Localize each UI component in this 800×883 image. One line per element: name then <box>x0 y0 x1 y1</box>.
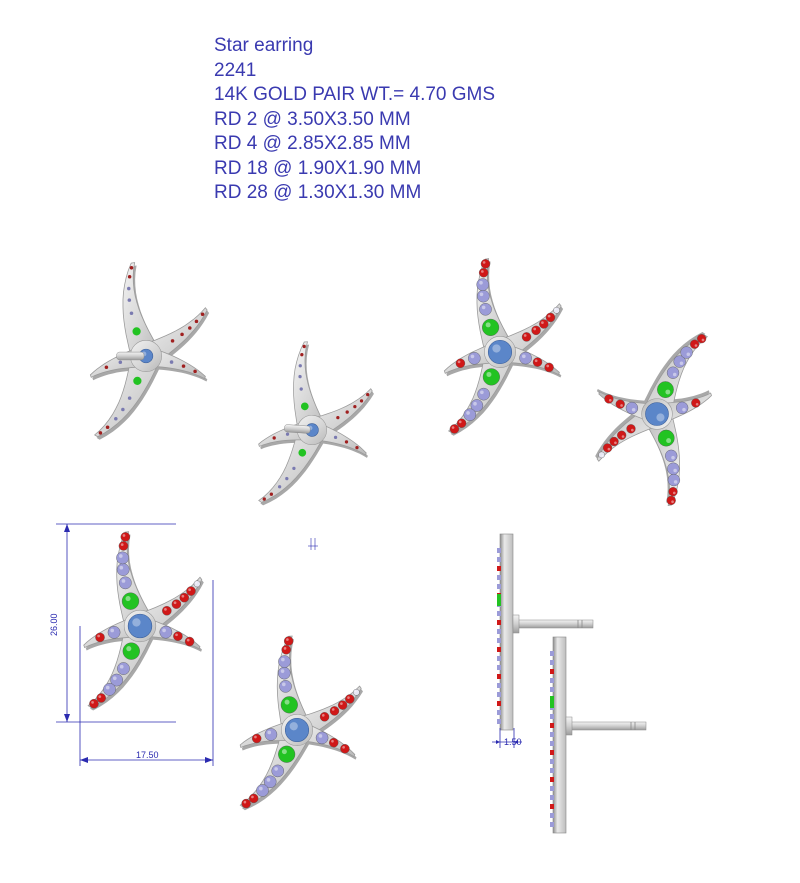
earring-front-angled-view-1 <box>444 259 563 436</box>
red-stone <box>553 307 559 313</box>
side-stone <box>550 669 554 674</box>
stone-seat <box>105 366 109 370</box>
stone-highlight <box>122 579 126 583</box>
stone-highlight <box>120 665 124 669</box>
lavender-stone <box>117 563 129 575</box>
lavender-stone <box>108 626 120 638</box>
lavender-stone <box>665 450 677 462</box>
earring-back-view-1 <box>90 263 209 440</box>
stone-spec-2: RD 4 @ 2.85X2.85 MM <box>214 133 411 154</box>
red-stone <box>173 632 182 641</box>
red-stone <box>180 593 189 602</box>
side-post-base <box>513 615 519 633</box>
red-stone <box>669 487 678 496</box>
stone-seat <box>170 360 174 364</box>
red-stone <box>690 340 699 349</box>
stone-highlight <box>452 426 455 429</box>
stone-highlight <box>98 695 101 698</box>
post-dimension-marker <box>308 538 318 550</box>
green-stone <box>658 430 674 446</box>
side-stone <box>550 651 554 656</box>
stone-highlight <box>522 354 526 358</box>
side-stone <box>497 674 501 679</box>
green-stone <box>122 593 139 610</box>
red-stone <box>610 437 619 446</box>
stone-highlight <box>620 404 623 407</box>
stone-highlight <box>164 608 167 611</box>
stone-highlight <box>674 480 678 484</box>
side-stone <box>550 795 554 800</box>
stone-highlight <box>119 554 123 558</box>
red-stone <box>456 359 465 368</box>
red-stone <box>95 633 104 642</box>
stone-highlight <box>546 365 549 368</box>
side-stone <box>550 723 554 728</box>
stone-highlight <box>480 390 484 394</box>
stone-highlight <box>524 334 527 337</box>
stone-highlight <box>480 292 484 296</box>
stone-highlight <box>106 686 110 690</box>
side-stone <box>550 768 554 773</box>
lavender-stone <box>477 279 489 291</box>
center-stone <box>488 340 512 364</box>
stone-highlight <box>673 492 676 495</box>
side-stone <box>550 678 554 683</box>
side-stone <box>550 741 554 746</box>
side-stone <box>497 611 501 616</box>
center-stone-highlight <box>656 413 664 421</box>
red-stone <box>539 319 548 328</box>
stone-highlight <box>119 566 123 570</box>
stone-seat <box>195 320 199 324</box>
red-stone <box>479 268 488 277</box>
stone-highlight <box>608 448 611 451</box>
side-stone <box>497 665 501 670</box>
green-stone <box>123 643 140 660</box>
stone-seat <box>128 275 132 279</box>
side-stone <box>550 804 554 809</box>
side-stone <box>550 714 554 719</box>
stone-highlight <box>481 270 484 273</box>
lavender-stone <box>681 347 693 359</box>
side-stone <box>497 683 501 688</box>
red-stone <box>616 400 625 409</box>
lavender-stone <box>478 388 490 400</box>
red-stone <box>172 600 181 609</box>
center-stone-highlight <box>492 344 500 352</box>
stone-highlight <box>682 408 686 412</box>
stone-highlight <box>696 403 699 406</box>
stone-highlight <box>125 596 130 601</box>
center-stone <box>645 402 668 425</box>
post <box>117 352 144 360</box>
stone-highlight <box>665 390 670 395</box>
stone-highlight <box>680 362 684 366</box>
side-stone <box>497 566 501 571</box>
stone-highlight <box>471 355 475 359</box>
stone-highlight <box>548 315 551 318</box>
lavender-stone <box>160 626 172 638</box>
stone-highlight <box>671 456 675 460</box>
side-stone <box>497 692 501 697</box>
stone-seat <box>201 312 205 316</box>
red-stone <box>194 581 200 587</box>
stone-highlight <box>175 633 178 636</box>
stone-highlight <box>121 543 124 546</box>
stone-highlight <box>687 353 691 357</box>
earring-side-view-1 <box>497 534 593 730</box>
red-stone <box>532 326 541 335</box>
stone-seat <box>114 417 118 421</box>
red-stone <box>691 399 700 408</box>
green-stone <box>483 369 500 386</box>
red-stone <box>546 313 555 322</box>
stone-highlight <box>602 455 604 457</box>
side-stone <box>497 719 501 724</box>
side-stone <box>497 575 501 580</box>
stone-spec-3: RD 18 @ 1.90X1.90 MM <box>214 157 422 179</box>
red-stone <box>450 424 459 433</box>
earring-side-view-2 <box>550 637 646 833</box>
stone-seat <box>182 364 186 368</box>
lavender-stone <box>468 352 480 364</box>
lavender-stone <box>667 367 679 379</box>
stone-highlight <box>162 629 166 633</box>
stone-seat <box>128 298 132 302</box>
stone-highlight <box>614 441 617 444</box>
center-stone <box>128 614 152 638</box>
side-plate <box>500 534 513 730</box>
side-stone <box>550 822 554 827</box>
stone-highlight <box>110 629 114 633</box>
side-stone <box>497 710 501 715</box>
stone-seat <box>121 408 125 412</box>
center-stone-highlight <box>132 618 140 626</box>
red-stone <box>121 532 130 541</box>
stone-highlight <box>631 429 634 432</box>
lavender-stone <box>117 662 129 674</box>
stone-highlight <box>632 408 636 412</box>
stone-highlight <box>195 582 197 584</box>
side-stone <box>550 786 554 791</box>
lavender-stone <box>464 409 476 421</box>
green-stone <box>132 327 140 335</box>
stone-highlight <box>702 339 705 342</box>
side-stone <box>550 759 554 764</box>
stone-highlight <box>97 635 100 638</box>
lavender-stone <box>676 402 688 414</box>
side-stone <box>497 629 501 634</box>
red-stone <box>457 419 466 428</box>
red-stone <box>353 689 360 696</box>
stone-highlight <box>486 322 491 327</box>
side-stone <box>497 620 501 625</box>
post <box>284 424 310 433</box>
stone-highlight <box>482 306 486 310</box>
stone-highlight <box>541 321 544 324</box>
stone-highlight <box>188 588 191 591</box>
stone-highlight <box>666 438 671 443</box>
stone-seat <box>171 339 175 343</box>
side-stone <box>497 647 501 652</box>
red-stone <box>162 606 171 615</box>
side-stone <box>550 777 554 782</box>
lavender-stone <box>119 577 131 589</box>
red-stone <box>89 699 98 708</box>
lavender-stone <box>477 290 489 302</box>
red-stone <box>545 363 554 372</box>
green-stone <box>657 381 673 397</box>
lavender-stone <box>668 474 680 486</box>
stone-spec-1: RD 2 @ 3.50X3.50 MM <box>214 108 411 130</box>
earring-back-view-2 <box>254 339 377 513</box>
gold-weight: 14K GOLD PAIR WT.= 4.70 GMS <box>214 84 496 105</box>
red-stone <box>599 452 605 458</box>
stone-highlight <box>113 676 117 680</box>
stone-seat <box>119 361 123 365</box>
stone-highlight <box>609 399 612 402</box>
stone-seat <box>128 396 132 400</box>
width-dimension-label: 17.50 <box>136 750 159 760</box>
stone-highlight <box>535 359 538 362</box>
lavender-stone <box>479 303 491 315</box>
earring-front-view-1 <box>84 532 204 711</box>
stone-seat <box>130 312 134 316</box>
green-stone <box>133 377 141 385</box>
stone-seat <box>99 431 103 435</box>
side-stone <box>550 750 554 755</box>
stone-highlight <box>673 469 677 473</box>
side-stone <box>497 557 501 562</box>
stone-highlight <box>622 435 625 438</box>
stone-seat <box>130 266 134 270</box>
product-name: Star earring <box>214 35 314 56</box>
red-stone <box>186 586 195 595</box>
lavender-stone <box>116 552 128 564</box>
red-stone <box>617 431 626 440</box>
stone-highlight <box>473 402 477 406</box>
stone-highlight <box>91 701 94 704</box>
side-post-base <box>566 717 572 735</box>
red-stone <box>667 496 676 505</box>
stone-highlight <box>555 308 557 310</box>
side-stone <box>550 813 554 818</box>
stone-highlight <box>459 421 462 424</box>
height-dimension-label: 26.00 <box>49 613 59 636</box>
side-plate <box>553 637 566 833</box>
red-stone <box>697 334 706 343</box>
stone-highlight <box>126 646 131 651</box>
stone-seat <box>106 425 110 429</box>
stone-highlight <box>486 372 491 377</box>
earring-front-angled-view-2 <box>595 332 711 505</box>
red-stone <box>97 693 106 702</box>
red-stone <box>119 541 128 550</box>
side-post <box>566 722 646 730</box>
stone-highlight <box>466 411 470 415</box>
stone-highlight <box>174 601 177 604</box>
stone-highlight <box>673 373 677 377</box>
side-stone <box>497 656 501 661</box>
thickness-dimension <box>492 728 522 748</box>
red-stone <box>604 395 613 404</box>
thickness-dimension-label: 1.50 <box>504 737 522 747</box>
side-stone <box>497 548 501 553</box>
red-stone <box>481 259 490 268</box>
side-post <box>513 620 593 628</box>
red-stone <box>522 332 531 341</box>
stone-highlight <box>123 534 126 537</box>
lavender-stone <box>103 683 115 695</box>
side-stone <box>550 687 554 692</box>
stone-highlight <box>182 595 185 598</box>
stone-spec-4: RD 28 @ 1.30X1.30 MM <box>214 182 422 203</box>
side-stone <box>497 584 501 589</box>
side-stone <box>550 732 554 737</box>
side-green-stone <box>550 696 554 708</box>
red-stone <box>185 637 194 646</box>
stone-seat <box>127 287 131 291</box>
red-stone <box>533 358 542 367</box>
green-stone <box>482 319 499 336</box>
lavender-stone <box>626 402 638 414</box>
stone-highlight <box>533 328 536 331</box>
earring-front-view-2 <box>236 633 367 818</box>
stone-highlight <box>695 344 698 347</box>
stone-highlight <box>458 361 461 364</box>
lavender-stone <box>520 352 532 364</box>
side-stone <box>550 660 554 665</box>
side-stone <box>497 701 501 706</box>
stone-seat <box>180 333 184 337</box>
lavender-stone <box>667 463 679 475</box>
product-code: 2241 <box>214 59 257 81</box>
stone-highlight <box>483 261 486 264</box>
red-stone <box>627 424 636 433</box>
side-stone <box>497 638 501 643</box>
stone-seat <box>193 370 197 374</box>
red-stone <box>603 443 612 452</box>
stone-highlight <box>187 639 190 642</box>
stone-seat <box>188 326 192 330</box>
side-green-stone <box>497 594 501 606</box>
stone-highlight <box>479 281 483 285</box>
stone-highlight <box>671 500 674 503</box>
